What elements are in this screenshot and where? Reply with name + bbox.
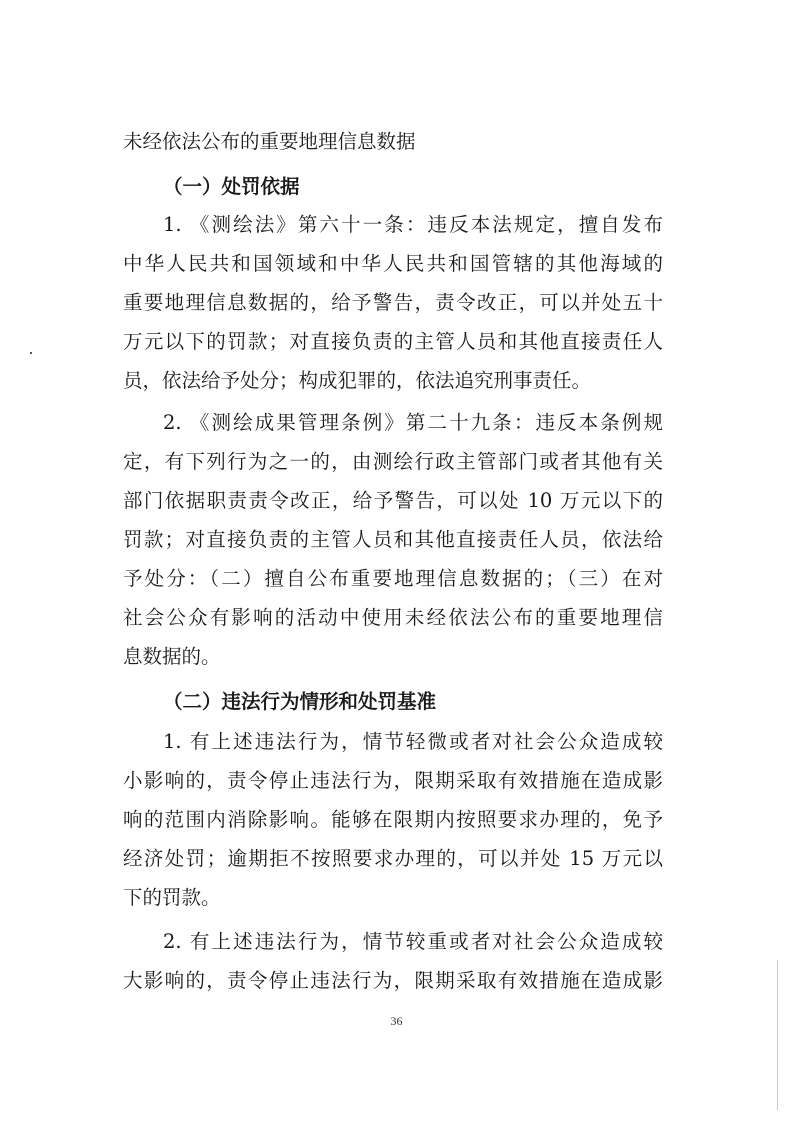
- paragraph-line: 定，有下列行为之一的，由测绘行政主管部门或者其他有关: [123, 450, 663, 473]
- paragraph-line: 息数据的。: [123, 645, 221, 668]
- paragraph-line: 予处分：（二）擅自公布重要地理信息数据的；（三）在对: [123, 567, 663, 590]
- paragraph-line: 1. 《测绘法》第六十一条：违反本法规定，擅自发布: [163, 213, 663, 236]
- paragraph-line: 小影响的，责令停止违法行为，限期采取有效措施在造成影: [123, 769, 663, 792]
- section-heading-1: （一）处罚依据: [163, 175, 300, 198]
- paragraph-line: 1. 有上述违法行为，情节轻微或者对社会公众造成较: [163, 730, 663, 753]
- paragraph-line: 万元以下的罚款；对直接负责的主管人员和其他直接责任人: [123, 330, 663, 353]
- paragraph-line: 下的罚款。: [123, 886, 221, 909]
- paragraph-line: 中华人民共和国领域和中华人民共和国管辖的其他海域的: [123, 252, 663, 275]
- paragraph-line: 大影响的，责令停止违法行为，限期采取有效措施在造成影: [123, 969, 663, 992]
- continued-line: 未经依法公布的重要地理信息数据: [123, 130, 416, 153]
- paragraph-line: 罚款；对直接负责的主管人员和其他直接责任人员，依法给: [123, 528, 663, 551]
- paragraph-line: 2. 有上述违法行为，情节较重或者对社会公众造成较: [163, 930, 663, 953]
- paragraph-line: 重要地理信息数据的，给予警告，责令改正，可以并处五十: [123, 291, 663, 314]
- page-number: 36: [390, 1014, 403, 1028]
- paragraph-line: 2. 《测绘成果管理条例》第二十九条：违反本条例规: [163, 411, 663, 434]
- paragraph-line: 响的范围内消除影响。能够在限期内按照要求办理的，免予: [123, 808, 663, 831]
- scan-dot: [30, 352, 32, 354]
- paragraph-line: 部门依据职责责令改正，给予警告，可以处 10 万元以下的: [123, 489, 663, 512]
- section-heading-2: （二）违法行为情形和处罚基准: [163, 690, 437, 713]
- paragraph-line: 社会公众有影响的活动中使用未经依法公布的重要地理信: [123, 606, 663, 629]
- paragraph-line: 员，依法给予处分；构成犯罪的，依法追究刑事责任。: [123, 369, 592, 392]
- scan-edge-line: [777, 960, 778, 1110]
- paragraph-line: 经济处罚；逾期拒不按照要求办理的，可以并处 15 万元以: [123, 847, 663, 870]
